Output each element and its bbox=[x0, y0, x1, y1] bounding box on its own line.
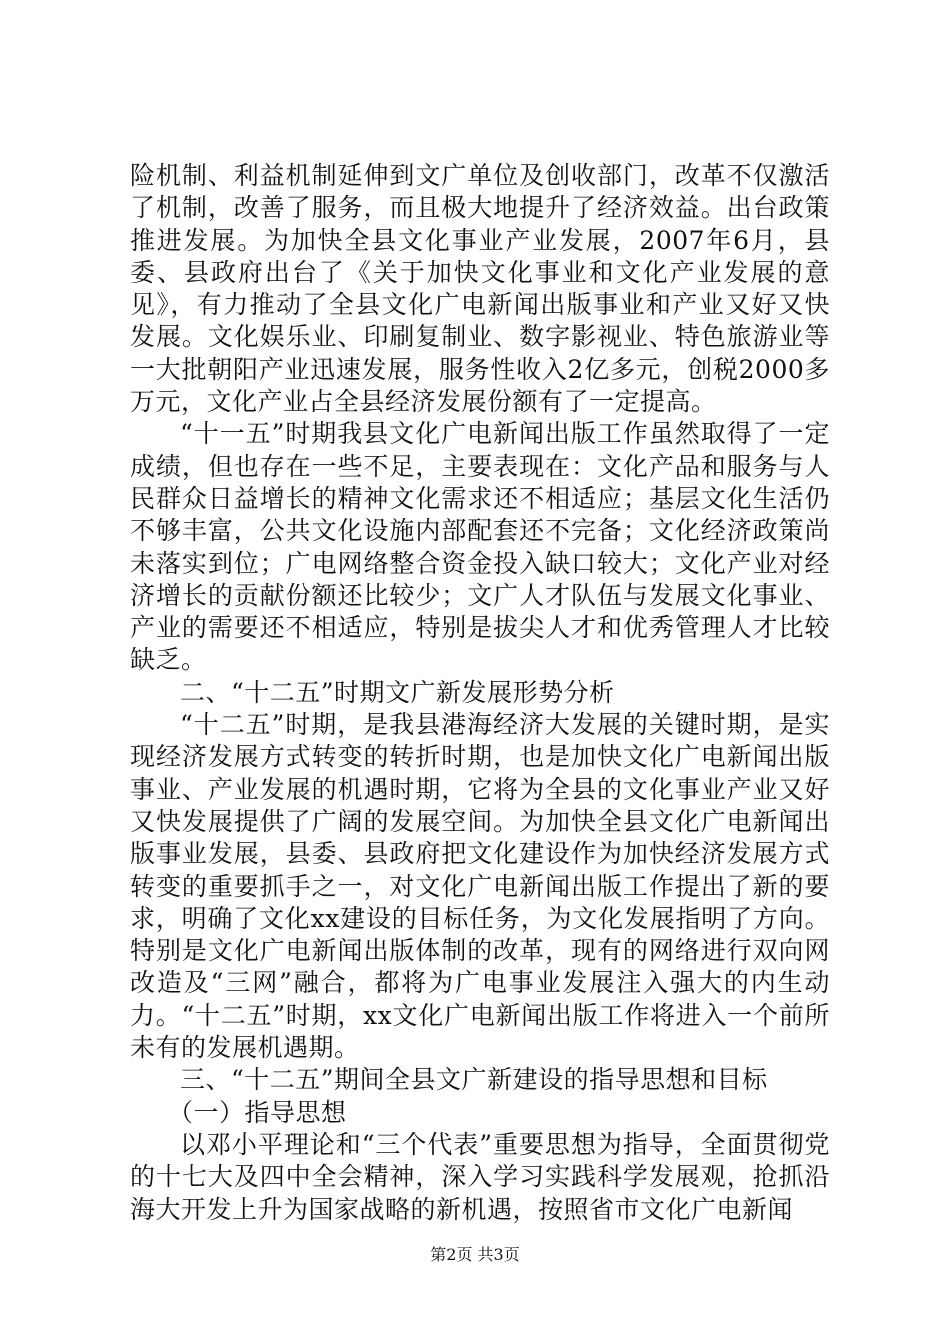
paragraph-guiding-ideology-text: 以邓小平理论和“三个代表”重要思想为指导，全面贯彻党的十七大及四中全会精神，深入学习实践科学发展观，抢抓沿海大开发上升为国家战略的新机遇，按照省市文化广电新闻 bbox=[130, 1129, 830, 1224]
paragraph-reform-continuation: 险机制、利益机制延伸到文广单位及创收部门，改革不仅激活了机制，改善了服务，而且极大地提升了经济效益。出台政策推进发展。为加快全县文化事业产业发展，2007年6月，县委、县政府出台了《关于加快文化事业和文化产业发展的意见》，有力推动了全县文化广电新闻出版事业和产业又好又快发展。文化娱乐业、印刷复制业、数字影视业、特色旅游业等一大批朝阳产业迅速发展，服务性收入2亿多元，创税2000多万元，文化产业占全县经济发展份额有了一定提高。 bbox=[130, 161, 830, 417]
section-heading-guiding-ideology-goals: 三、“十二五”期间全县文广新建设的指导思想和目标 bbox=[180, 1065, 768, 1095]
paragraph-shortcomings: “十一五”时期我县文化广电新闻出版工作虽然取得了一定成绩，但也存在一些不足，主要表现在：文化产品和服务与人民群众日益增长的精神文化需求还不相适应；基层文化生活仍不够丰富，公共文化设施内部配套还不完备；文化经济政策尚未落实到位；广电网络整合资金投入缺口较大；文化产业对经济增长的贡献份额还比较少；文广人才队伍与发展文化事业、产业的需要还不相适应，特别是拔尖人才和优秀管理人才比较缺乏。 bbox=[130, 419, 830, 675]
document-body bbox=[130, 160, 830, 1226]
page-number-footer: 第2页 共3页 bbox=[430, 1245, 520, 1264]
section-heading-situation-analysis: 二、“十二五”时期文广新发展形势分析 bbox=[180, 677, 615, 707]
subsection-heading-guiding-ideology: （一）指导思想 bbox=[168, 1097, 347, 1127]
paragraph-opportunity-period: “十二五”时期，是我县港海经济大发展的关键时期，是实现经济发展方式转变的转折时期，也是加快文化广电新闻出版事业、产业发展的机遇时期，它将为全县的文化事业产业又好又快发展提供了广阔的发展空间。为加快全县文化广电新闻出版事业发展，县委、县政府把文化建设作为加快经济发展方式转变的重要抓手之一，对文化广电新闻出版工作提出了新的要求，明确了文化xx建设的目标任务，为文化发展指明了方向。特别是文化广电新闻出版体制的改革，现有的网络进行双向网改造及“三网”融合，都将为广电事业发展注入强大的内生动力。“十二五”时期，xx文化广电新闻出版工作将进入一个前所未有的发展机遇期。 bbox=[130, 710, 830, 1063]
